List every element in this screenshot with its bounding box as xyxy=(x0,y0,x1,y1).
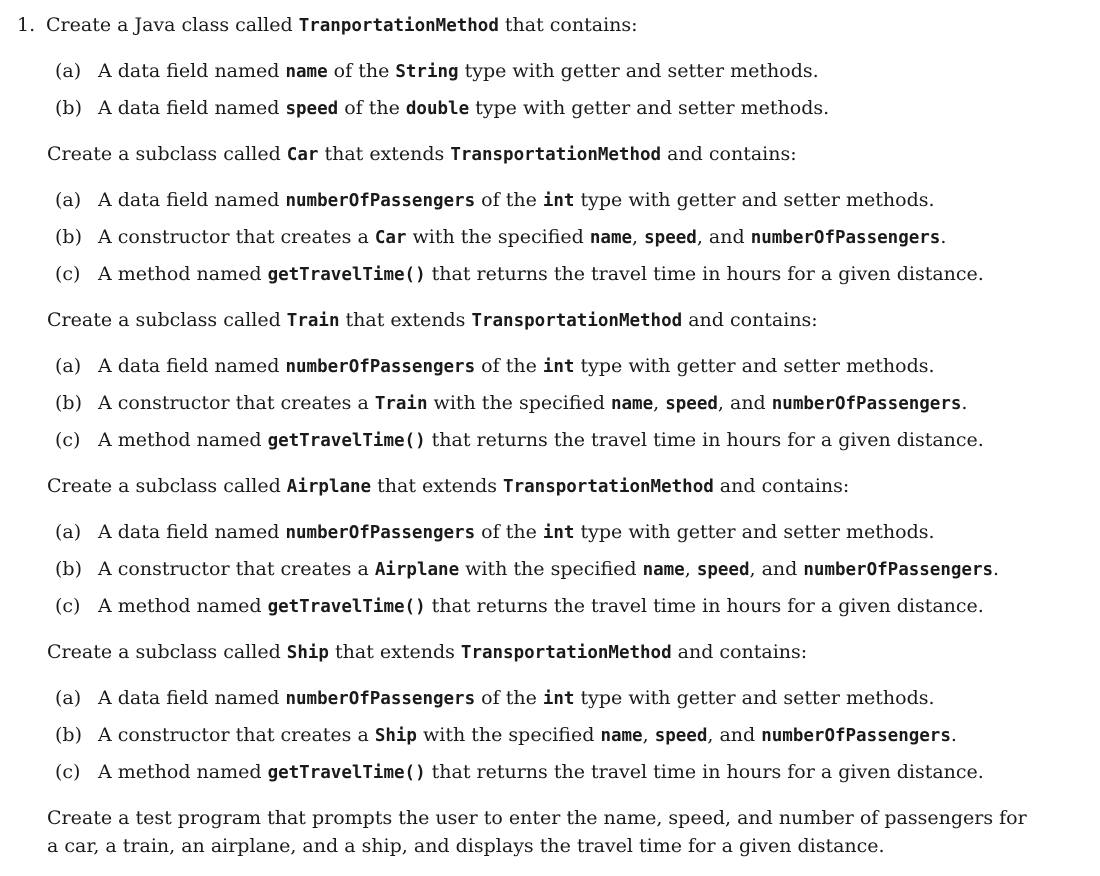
subclass-item: (a) A data field named numberOfPassengers of the int type with getter and setter methods. xyxy=(55,687,935,709)
subclass-heading-car: Create a subclass called Car that extends TransportationMethod and contains: xyxy=(47,143,797,165)
closing-paragraph-line-2: a car, a train, an airplane, and a ship, and displays the travel time for a given distance. xyxy=(47,835,885,857)
subclass-item: (b) A constructor that creates a Airplane with the specified name, speed, and numberOfPassengers. xyxy=(55,558,1000,580)
subclass-item: (b) A constructor that creates a Car with the specified name, speed, and numberOfPassengers. xyxy=(55,226,947,248)
subclass-heading-train: Create a subclass called Train that extends TransportationMethod and contains: xyxy=(47,309,818,331)
subclass-heading-airplane: Create a subclass called Airplane that extends TransportationMethod and contains: xyxy=(47,475,850,497)
base-item-b: (b) A data field named speed of the double type with getter and setter methods. xyxy=(55,97,830,119)
subclass-item: (a) A data field named numberOfPassengers of the int type with getter and setter methods. xyxy=(55,355,935,377)
subclass-heading-ship: Create a subclass called Ship that extends TransportationMethod and contains: xyxy=(47,641,808,663)
subclass-item: (c) A method named getTravelTime() that returns the travel time in hours for a given distance. xyxy=(55,429,984,451)
subclass-item: (c) A method named getTravelTime() that returns the travel time in hours for a given distance. xyxy=(55,263,984,285)
subclass-item: (a) A data field named numberOfPassengers of the int type with getter and setter methods. xyxy=(55,189,935,211)
subclass-item: (b) A constructor that creates a Ship with the specified name, speed, and numberOfPassengers. xyxy=(55,724,957,746)
class-name-code: TranportationMethod xyxy=(298,16,499,36)
base-item-a: (a) A data field named name of the String type with getter and setter methods. xyxy=(55,60,819,82)
subclass-item: (c) A method named getTravelTime() that returns the travel time in hours for a given distance. xyxy=(55,595,984,617)
exercise-number: 1. xyxy=(17,14,36,36)
closing-paragraph-line-1: Create a test program that prompts the user to enter the name, speed, and number of passengers for xyxy=(47,807,1027,829)
exercise-intro: 1. Create a Java class called TranportationMethod that contains: xyxy=(17,14,638,36)
subclass-item: (b) A constructor that creates a Train with the specified name, speed, and numberOfPassengers. xyxy=(55,392,968,414)
subclass-item: (c) A method named getTravelTime() that returns the travel time in hours for a given distance. xyxy=(55,761,984,783)
subclass-item: (a) A data field named numberOfPassengers of the int type with getter and setter methods. xyxy=(55,521,935,543)
